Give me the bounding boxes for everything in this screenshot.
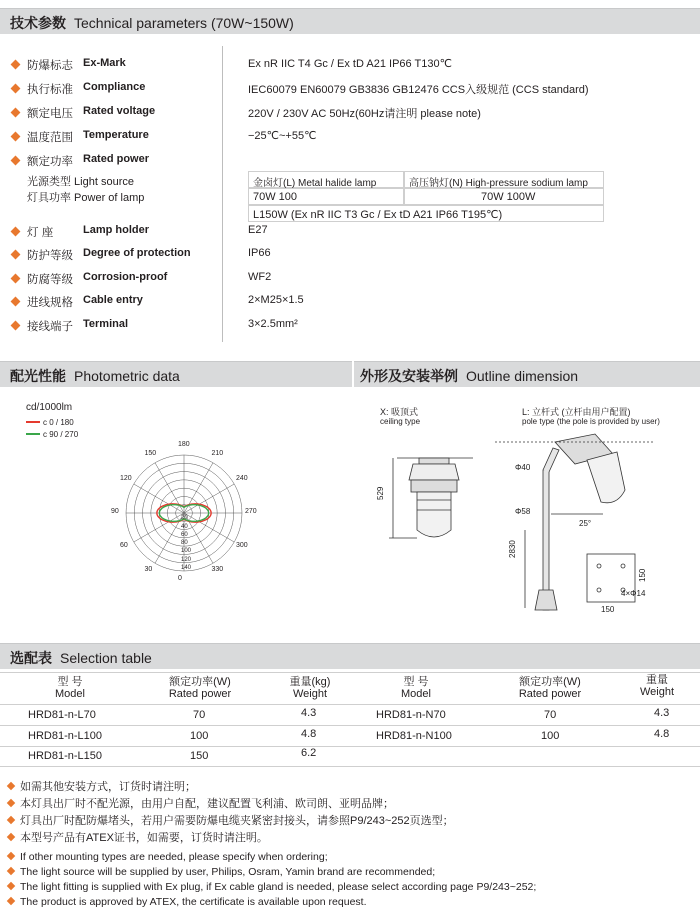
outline-section-header: 外形及安装举例 Outline dimension [354, 361, 700, 387]
photometric-unit: cd/1000lm [26, 402, 73, 413]
hps-power-cell: 70W 100W [404, 188, 604, 205]
polar-angle-label: 240 [236, 474, 248, 482]
polar-radial-label: 100 [181, 548, 192, 555]
polar-angle-label: 0 [178, 575, 182, 582]
note-zh-1: 如需其他安装方式，订货时请注明； [8, 778, 196, 794]
bullet-diamond-icon [7, 799, 15, 807]
th-model-left: 型 号 Model [55, 676, 85, 700]
ceiling-type-en: ceiling type [380, 417, 421, 426]
param-row-rated-power: 额定功率 Rated power [0, 151, 700, 173]
note-zh-2: 本灯具出厂时不配光源，由用户自配，建议配置飞利浦、欧司朗、亚明品牌； [8, 795, 394, 811]
dim-2830: 2830 [508, 540, 517, 558]
l150-cell: L150W (Ex nR IIC T3 Gc / Ex tD A21 IP66 T195℃) [248, 205, 604, 222]
bullet-diamond-icon [11, 250, 21, 260]
legend-c90: c 90 / 270 [26, 430, 78, 439]
polar-angle-label: 120 [119, 474, 132, 482]
light-source-label: 光源类型 Light source [27, 176, 134, 188]
param-row-cable-entry: 进线规格 Cable entry 2×M25×1.5 [0, 292, 700, 314]
polar-radial-label: 120 [181, 556, 192, 563]
legend-c0: c 0 / 180 [26, 418, 74, 427]
pole-type-zh: L: 立杆式 (立杆由用户配置) [522, 407, 631, 417]
photometric-section-header: 配光性能 Photometric data [0, 361, 352, 387]
polar-radial-label: 80 [181, 540, 188, 547]
polar-angle-label: 180 [178, 441, 190, 448]
th-weight-right: 重量 Weight [639, 674, 675, 698]
bullet-diamond-icon [11, 60, 21, 70]
note-zh-4: 本型号产品有ATEX证书，如需要，订货时请注明。 [8, 829, 268, 845]
param-row-corrosion: 防腐等级 Corrosion-proof WF2 [0, 269, 700, 291]
polar-diagram [118, 443, 250, 585]
th-power-right: 额定功率(W) Rated power [518, 676, 582, 700]
param-row-compliance: 执行标准 Compliance IEC60079 EN60079 GB3836 GB12476 CCS入级规范 (CCS standard) [0, 79, 700, 101]
tech-title: 技术参数 Technical parameters (70W~150W) [10, 15, 294, 31]
polar-angle-label: 150 [144, 449, 157, 457]
param-row-lamp-holder: 灯 座 Lamp holder E27 [0, 222, 700, 244]
dim-150-vertical: 150 [638, 568, 647, 582]
bullet-diamond-icon [11, 321, 21, 331]
polar-angle-label: 300 [236, 541, 248, 549]
bullet-diamond-icon [11, 156, 21, 166]
param-row-temperature: 温度范围 Temperature −25℃~+55℃ [0, 127, 700, 149]
bullet-diamond-icon [11, 227, 21, 237]
dim-529: 529 [376, 486, 385, 500]
th-model-right: 型 号 Model [401, 676, 431, 700]
bullet-diamond-icon [11, 274, 21, 284]
note-en-3: The light fitting is supplied with Ex plug, if Ex cable gland is needed, please select according page P9/243~252; [8, 881, 536, 893]
note-zh-3: 灯具出厂时配防爆堵头，若用户需要防爆电缆夹紧密封接头，请参照P9/243~252页选型； [8, 812, 454, 828]
polar-radial-label: 60 [181, 531, 188, 538]
polar-angle-label: 60 [119, 541, 128, 549]
th-weight-left: 重量(kg) Weight [289, 676, 331, 700]
tech-section-header [0, 8, 700, 34]
mh-lamp-cell: 金卤灯(L) Metal halide lamp [248, 171, 404, 188]
bullet-diamond-icon [7, 867, 15, 875]
param-row-exmark: 防爆标志 Ex-Mark Ex nR IIC T4 Gc / Ex tD A21 IP66 T130℃ [0, 55, 700, 77]
bullet-diamond-icon [7, 882, 15, 890]
note-en-2: The light source will be supplied by user, Philips, Osram, Yamin brand are recommended; [8, 866, 435, 878]
bullet-diamond-icon [11, 84, 21, 94]
bullet-diamond-icon [7, 852, 15, 860]
bullet-diamond-icon [11, 108, 21, 118]
outline-drawing [355, 430, 700, 630]
polar-angle-label: 30 [144, 566, 153, 574]
legend-line-green-icon [26, 433, 40, 435]
polar-angle-label: 210 [211, 449, 224, 457]
dim-phi58: Φ58 [515, 507, 531, 516]
ceiling-type-zh: X: 吸顶式 [380, 407, 419, 417]
polar-radial-label: 20 [181, 515, 188, 522]
selection-section-header: 选配表 Selection table [0, 643, 700, 669]
bullet-diamond-icon [7, 833, 15, 841]
param-row-protection: 防护等级 Degree of protection IP66 [0, 245, 700, 267]
polar-angle-label: 90 [111, 508, 119, 515]
dim-holes: 4×Φ14 [621, 589, 646, 598]
param-row-terminal: 接线端子 Terminal 3×2.5mm² [0, 316, 700, 338]
bullet-diamond-icon [7, 816, 15, 824]
mh-power-cell: 70W 100 [248, 188, 404, 205]
polar-angle-label: 330 [211, 566, 224, 574]
hps-lamp-cell: 高压钠灯(N) High-pressure sodium lamp [404, 171, 604, 188]
dim-angle: 25° [579, 519, 592, 528]
pole-type-en: pole type (the pole is provided by user) [522, 417, 660, 426]
param-row-voltage: 额定电压 Rated voltage 220V / 230V AC 50Hz(60Hz请注明 please note) [0, 103, 700, 125]
note-en-1: If other mounting types are needed, please specify when ordering; [8, 851, 328, 863]
pole-lamp-drawing [495, 434, 655, 610]
ceiling-lamp-drawing [389, 458, 473, 538]
polar-radial-label: 40 [181, 523, 188, 530]
dim-150-horizontal: 150 [601, 605, 615, 614]
legend-line-red-icon [26, 421, 40, 423]
power-of-lamp-label: 灯具功率 Power of lamp [27, 192, 145, 204]
polar-radial-label: 140 [181, 565, 192, 571]
bullet-diamond-icon [11, 132, 21, 142]
bullet-diamond-icon [7, 897, 15, 905]
bullet-diamond-icon [7, 782, 15, 790]
bullet-diamond-icon [11, 297, 21, 307]
th-power-left: 额定功率(W) Rated power [168, 676, 232, 700]
polar-angle-label: 270 [245, 508, 257, 515]
dim-phi40: Φ40 [515, 463, 531, 472]
note-en-4: The product is approved by ATEX, the certificate is available upon request. [8, 896, 367, 908]
